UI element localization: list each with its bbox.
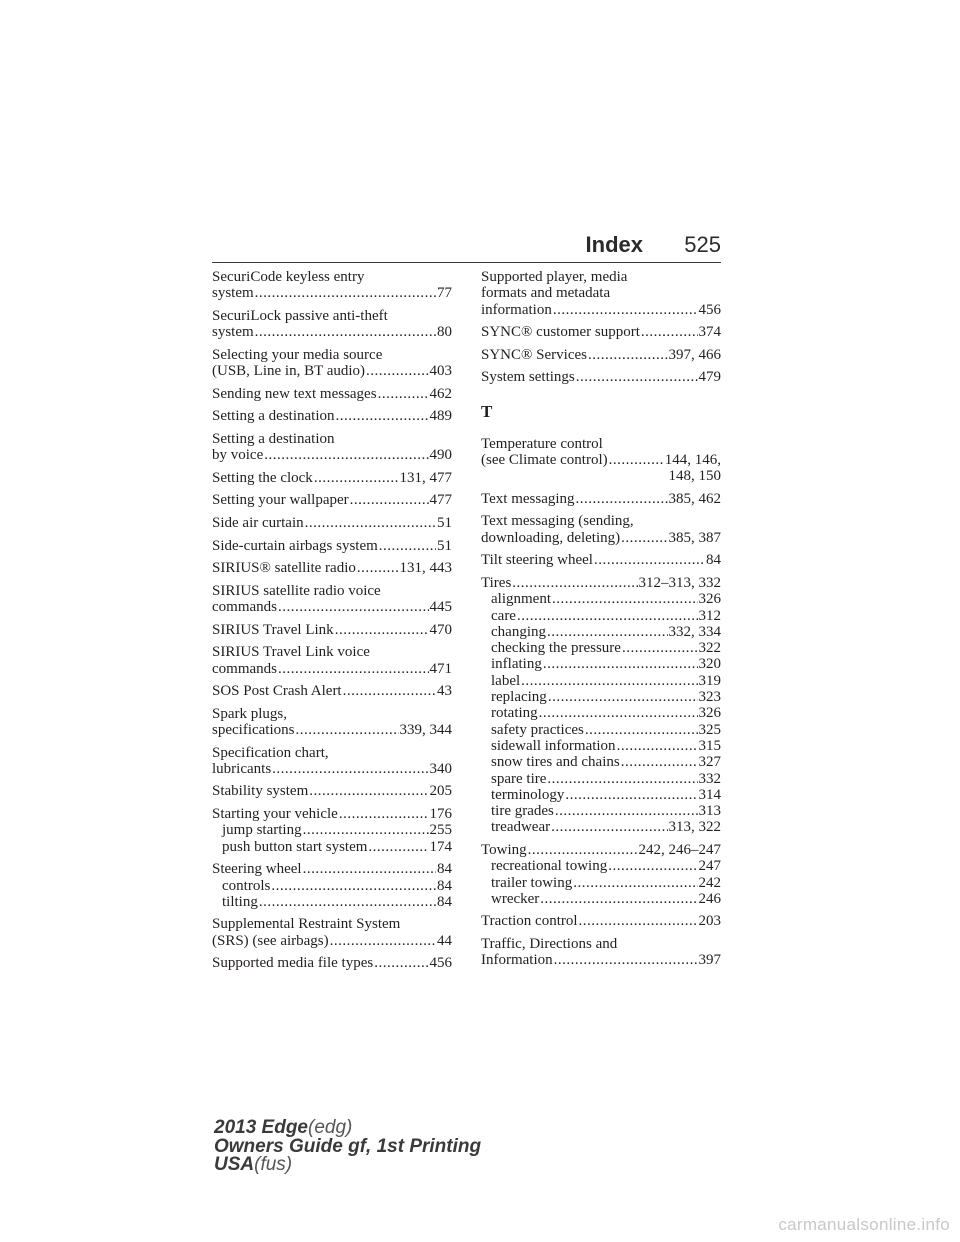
index-line <box>212 806 452 822</box>
index-term-line: Supplemental Restraint System <box>212 916 401 933</box>
index-term: controls <box>222 877 271 894</box>
index-term-line: Text messaging (sending, <box>481 513 634 530</box>
index-subentries <box>481 591 721 835</box>
index-term: treadwear <box>491 819 551 836</box>
index-line <box>212 408 452 424</box>
index-line <box>212 363 452 379</box>
dot-leader <box>547 624 668 640</box>
page-reference: 325 <box>698 721 721 738</box>
page-reference: 84 <box>437 861 452 878</box>
page-reference: 312 <box>698 607 721 624</box>
index-term: rotating <box>491 705 538 722</box>
index-line <box>481 369 721 385</box>
dot-leader <box>540 891 697 907</box>
dot-leader <box>543 656 698 672</box>
page-reference: 332, 334 <box>668 623 721 640</box>
page-reference: 462 <box>429 385 452 402</box>
index-entry <box>481 513 721 546</box>
footer-market-code: (fus) <box>254 1154 293 1175</box>
dot-leader <box>255 324 436 340</box>
dot-leader <box>335 408 428 424</box>
page-reference: 477 <box>429 492 452 509</box>
footer-model: 2013 Edge <box>214 1117 308 1138</box>
index-term: system <box>212 285 254 302</box>
index-column-left <box>212 269 452 978</box>
index-term: safety practices <box>491 721 584 738</box>
index-term-line: Specification chart, <box>212 744 329 761</box>
page-reference: 397 <box>698 952 721 969</box>
page-number: 525 <box>684 232 721 257</box>
index-term: information <box>481 301 552 318</box>
index-entry <box>212 560 452 576</box>
index-term: Tilt steering wheel <box>481 552 593 569</box>
index-line <box>481 952 721 968</box>
index-term: Steering wheel <box>212 861 302 878</box>
index-line <box>481 575 721 591</box>
index-term: jump starting <box>222 822 302 839</box>
index-subentries <box>212 822 452 855</box>
index-group-s <box>481 269 721 386</box>
dot-leader <box>303 822 429 838</box>
page-reference: 43 <box>437 683 452 700</box>
dot-leader <box>594 552 705 568</box>
index-line <box>212 933 452 949</box>
index-entry <box>212 492 452 508</box>
section-letter: T <box>481 401 493 421</box>
index-term: changing <box>491 623 546 640</box>
dot-leader <box>585 722 698 738</box>
page-reference: 332 <box>698 770 721 787</box>
page-reference: 84 <box>437 877 452 894</box>
index-term: Side-curtain airbags system <box>212 537 378 554</box>
page-reference: 80 <box>437 324 452 341</box>
index-subentries <box>481 858 721 907</box>
page-reference: 77 <box>437 285 452 302</box>
index-term: tire grades <box>491 803 554 820</box>
page-reference: 84 <box>706 552 721 569</box>
dot-leader <box>547 771 697 787</box>
index-line <box>481 552 721 568</box>
dot-leader <box>621 754 698 770</box>
page-reference: 397, 466 <box>668 346 721 363</box>
index-term: spare tire <box>491 770 547 787</box>
page-reference: 315 <box>698 737 721 754</box>
index-line <box>212 538 452 554</box>
index-line <box>481 324 721 340</box>
index-term: Setting your wallpaper <box>212 492 349 509</box>
page-reference: 479 <box>698 369 721 386</box>
page-reference: 246 <box>698 890 721 907</box>
index-term: Setting a destination <box>212 408 335 425</box>
page-reference: 374 <box>698 324 721 341</box>
index-term: lubricants <box>212 760 272 777</box>
dot-leader <box>272 761 428 777</box>
page-reference: 144, 146, <box>664 451 721 468</box>
index-term: label <box>491 672 521 689</box>
page-reference: 44 <box>437 932 452 949</box>
index-subentries <box>212 878 452 911</box>
page-title: Index <box>585 232 643 257</box>
index-entry <box>481 575 721 836</box>
dot-leader <box>357 560 399 576</box>
page-reference: 247 <box>698 858 721 875</box>
index-line <box>212 683 452 699</box>
index-line <box>481 347 721 363</box>
index-term: (USB, Line in, BT audio) <box>212 363 366 380</box>
index-term: SIRIUS Travel Link <box>212 621 334 638</box>
page-reference: 205 <box>429 783 452 800</box>
index-line <box>491 656 721 672</box>
dot-leader <box>366 363 428 379</box>
dot-leader <box>330 933 436 949</box>
index-term: system <box>212 324 254 341</box>
index-line <box>481 491 721 507</box>
page-reference: 320 <box>698 656 721 673</box>
dot-leader <box>554 952 698 968</box>
dot-leader <box>350 492 429 508</box>
page-reference: 255 <box>429 822 452 839</box>
index-term-line: SecuriLock passive anti-theft <box>212 307 388 324</box>
dot-leader <box>608 858 697 874</box>
dot-leader <box>622 640 698 656</box>
dot-leader <box>553 302 698 318</box>
index-term-line: Traffic, Directions and <box>481 936 618 953</box>
page-reference: 340 <box>429 760 452 777</box>
index-line <box>212 622 452 638</box>
dot-leader <box>588 347 668 363</box>
index-term: Text messaging <box>481 490 575 507</box>
index-line <box>212 386 452 402</box>
dot-leader <box>548 689 698 705</box>
dot-leader <box>576 369 698 385</box>
index-line <box>212 955 452 971</box>
footer-market: USA <box>214 1154 255 1175</box>
index-line <box>212 661 452 677</box>
index-line <box>222 839 452 855</box>
index-term: alignment <box>491 591 551 608</box>
index-line <box>491 722 721 738</box>
index-term: Side air curtain <box>212 514 304 531</box>
dot-leader <box>521 673 697 689</box>
index-line <box>212 470 452 486</box>
page-header <box>212 228 721 263</box>
index-term: SIRIUS® satellite radio <box>212 560 356 577</box>
index-term-line: Selecting your media source <box>212 346 383 363</box>
index-term: inflating <box>491 656 542 673</box>
index-term: SOS Post Crash Alert <box>212 683 342 700</box>
index-line <box>481 452 721 468</box>
dot-leader <box>552 591 698 607</box>
index-line <box>491 673 721 689</box>
index-term: Traction control <box>481 913 578 930</box>
page-reference: 313, 322 <box>668 819 721 836</box>
page-reference: 385, 462 <box>668 490 721 507</box>
page-reference-continued: 148, 150 <box>668 468 721 485</box>
dot-leader <box>609 452 664 468</box>
index-term: care <box>491 607 516 624</box>
index-entry <box>212 783 452 799</box>
page-reference: 456 <box>698 301 721 318</box>
index-term: commands <box>212 660 277 677</box>
index-entry <box>481 913 721 929</box>
index-entry <box>481 842 721 907</box>
index-line <box>491 591 721 607</box>
index-entry <box>481 491 721 507</box>
dot-leader <box>517 608 698 624</box>
index-line <box>222 822 452 838</box>
index-line <box>491 689 721 705</box>
footer-guide: Owners Guide gf, 1st Printing <box>214 1135 482 1157</box>
index-entry <box>481 436 721 485</box>
index-term: trailer towing <box>491 874 573 891</box>
index-entry <box>212 622 452 638</box>
dot-leader <box>512 575 637 591</box>
index-entry <box>212 745 452 778</box>
page-reference: 403 <box>429 363 452 380</box>
page-reference: 445 <box>429 599 452 616</box>
index-entry <box>212 916 452 949</box>
index-column-right <box>481 269 721 975</box>
dot-leader <box>565 787 697 803</box>
index-term: by voice <box>212 447 264 464</box>
page-reference: 339, 344 <box>399 721 452 738</box>
dot-leader <box>309 783 428 799</box>
index-line <box>222 878 452 894</box>
index-term: snow tires and chains <box>491 754 620 771</box>
index-entry <box>481 347 721 363</box>
index-term-line: Temperature control <box>481 435 603 452</box>
page-reference: 242 <box>698 874 721 891</box>
dot-leader <box>295 722 398 738</box>
index-line <box>481 530 721 546</box>
watermark: carmanualsonline.info <box>778 1215 950 1234</box>
index-term: checking the pressure <box>491 640 621 657</box>
index-line <box>491 803 721 819</box>
page-reference: 385, 387 <box>668 529 721 546</box>
index-term: SYNC® Services <box>481 346 587 363</box>
index-term: commands <box>212 599 277 616</box>
index-term: (see Climate control) <box>481 451 608 468</box>
dot-leader <box>335 622 429 638</box>
index-line <box>491 738 721 754</box>
index-entry <box>212 431 452 464</box>
index-entry <box>212 386 452 402</box>
document-footer <box>214 1119 481 1175</box>
page-reference: 131, 443 <box>399 560 452 577</box>
page-reference: 470 <box>429 621 452 638</box>
index-entry <box>481 269 721 318</box>
index-term-line: Supported player, media <box>481 269 628 285</box>
index-term: push button start system <box>222 838 368 855</box>
page-reference: 326 <box>698 705 721 722</box>
index-line <box>491 608 721 624</box>
dot-leader <box>339 806 429 822</box>
page-reference: 176 <box>429 806 452 823</box>
dot-leader <box>305 515 436 531</box>
index-term: sidewall information <box>491 737 616 754</box>
index-entry <box>212 408 452 424</box>
index-line <box>212 861 452 877</box>
index-line <box>212 285 452 301</box>
page-reference: 327 <box>698 754 721 771</box>
index-entry <box>212 683 452 699</box>
dot-leader <box>579 913 698 929</box>
index-term: System settings <box>481 369 575 386</box>
index-term: SYNC® customer support <box>481 324 640 341</box>
index-line <box>491 624 721 640</box>
page-reference: 489 <box>429 408 452 425</box>
index-line <box>491 787 721 803</box>
dot-leader <box>303 861 436 877</box>
index-term-line: Setting a destination <box>212 430 335 447</box>
index-line <box>481 842 721 858</box>
index-entry <box>212 706 452 739</box>
index-line <box>212 783 452 799</box>
index-group-t <box>481 436 721 969</box>
index-line <box>212 492 452 508</box>
dot-leader <box>621 530 667 546</box>
index-term: Starting your vehicle <box>212 806 338 823</box>
dot-leader <box>374 955 428 971</box>
index-term: Stability system <box>212 783 309 800</box>
index-entry <box>212 538 452 554</box>
index-term: Tires <box>481 574 512 591</box>
dot-leader <box>378 386 429 402</box>
index-entry <box>212 269 452 302</box>
page-reference: 174 <box>429 838 452 855</box>
dot-leader <box>641 324 698 340</box>
index-term: replacing <box>491 689 547 706</box>
index-term-line: SIRIUS Travel Link voice <box>212 644 370 661</box>
dot-leader <box>343 683 436 699</box>
index-term-line: SecuriCode keyless entry <box>212 269 365 285</box>
dot-leader <box>617 738 698 754</box>
index-entry <box>212 644 452 677</box>
dot-leader <box>259 894 436 910</box>
page-reference: 84 <box>437 893 452 910</box>
index-term-line: SIRIUS satellite radio voice <box>212 582 381 599</box>
dot-leader <box>551 819 667 835</box>
index-line <box>491 819 721 835</box>
index-term: Sending new text messages <box>212 385 377 402</box>
index-entry <box>212 583 452 616</box>
index-entry <box>481 324 721 340</box>
dot-leader <box>555 803 698 819</box>
dot-leader <box>528 842 638 858</box>
index-entry <box>212 806 452 855</box>
index-line <box>212 324 452 340</box>
index-line <box>491 875 721 891</box>
page-reference: 456 <box>429 955 452 972</box>
page-reference: 313 <box>698 803 721 820</box>
dot-leader <box>255 285 436 301</box>
dot-leader <box>264 447 428 463</box>
dot-leader <box>278 599 429 615</box>
index-line <box>491 891 721 907</box>
index-line <box>212 447 452 463</box>
index-entry <box>212 308 452 341</box>
index-term-line: Spark plugs, <box>212 705 287 722</box>
index-line <box>212 761 452 777</box>
dot-leader <box>379 538 436 554</box>
page-reference: 471 <box>429 660 452 677</box>
index-term: Setting the clock <box>212 469 313 486</box>
dot-leader <box>314 470 399 486</box>
page-reference: 131, 477 <box>399 469 452 486</box>
index-line <box>212 515 452 531</box>
index-entry <box>212 861 452 910</box>
page-reference: 314 <box>698 786 721 803</box>
page-reference: 203 <box>698 913 721 930</box>
index-term: wrecker <box>491 890 540 907</box>
index-term-line: formats and metadata <box>481 285 611 302</box>
dot-leader <box>278 661 429 677</box>
index-line <box>212 599 452 615</box>
index-term: downloading, deleting) <box>481 529 621 546</box>
page-reference: 322 <box>698 640 721 657</box>
index-entry <box>212 955 452 971</box>
footer-model-code: (edg) <box>308 1117 353 1138</box>
dot-leader <box>573 875 697 891</box>
index-entry <box>212 347 452 380</box>
dot-leader <box>271 878 436 894</box>
index-term: recreational towing <box>491 858 608 875</box>
index-term: Towing <box>481 841 527 858</box>
index-line <box>491 771 721 787</box>
dot-leader <box>576 491 668 507</box>
page-reference: 326 <box>698 591 721 608</box>
index-entry <box>212 515 452 531</box>
page-reference: 51 <box>437 537 452 554</box>
index-term: Information <box>481 952 553 969</box>
index-term: specifications <box>212 721 295 738</box>
index-term: (SRS) (see airbags) <box>212 932 329 949</box>
index-line <box>222 894 452 910</box>
page-reference: 51 <box>437 514 452 531</box>
index-line <box>491 640 721 656</box>
index-line <box>491 858 721 874</box>
dot-leader <box>368 839 428 855</box>
index-line <box>481 302 721 318</box>
index-line <box>212 560 452 576</box>
index-entry <box>212 470 452 486</box>
page-reference: 319 <box>698 672 721 689</box>
index-term: tilting <box>222 893 258 910</box>
index-term: Supported media file types <box>212 955 374 972</box>
page-reference: 490 <box>429 447 452 464</box>
index-entry <box>481 936 721 969</box>
dot-leader <box>539 705 698 721</box>
index-line <box>212 722 452 738</box>
index-term: terminology <box>491 786 565 803</box>
index-line <box>481 913 721 929</box>
index-entry <box>481 552 721 568</box>
page-reference: 242, 246–247 <box>638 841 721 858</box>
page-reference: 323 <box>698 689 721 706</box>
index-line <box>491 754 721 770</box>
index-entry <box>481 369 721 385</box>
page-reference: 312–313, 332 <box>638 574 721 591</box>
index-line <box>491 705 721 721</box>
